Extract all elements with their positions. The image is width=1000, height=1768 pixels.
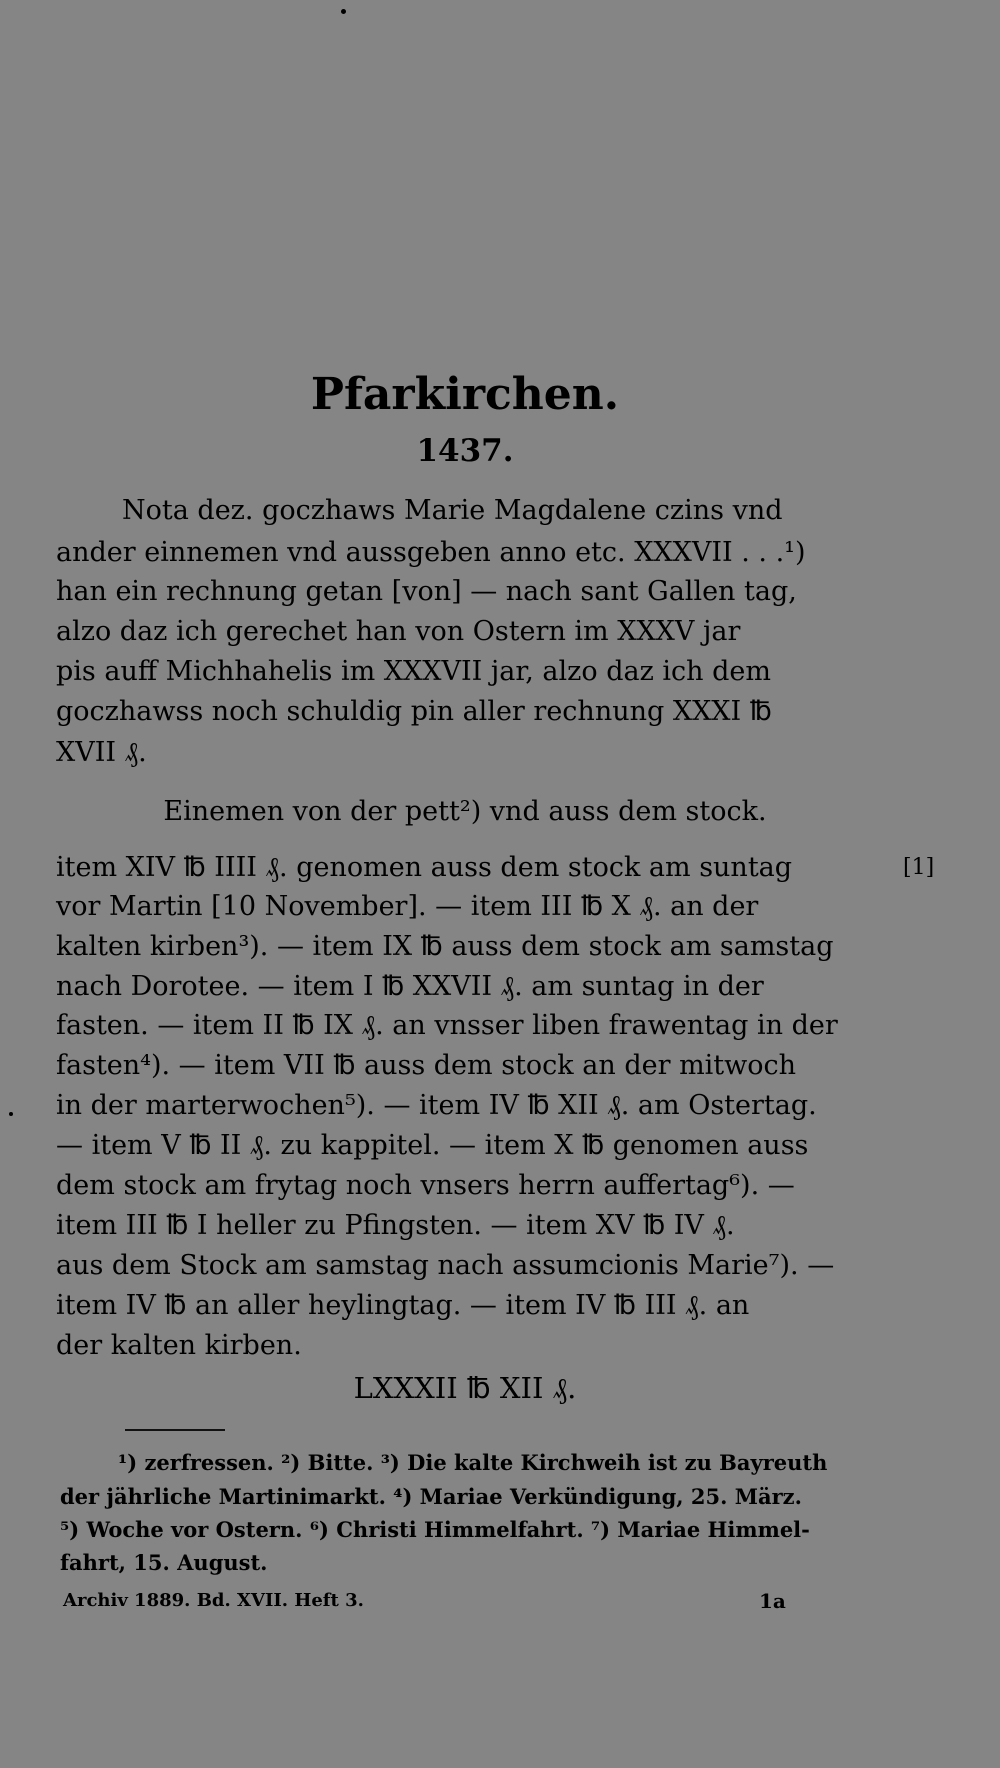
footnote-divider [125, 1429, 225, 1431]
intro-line: han ein rechnung getan [von] — nach sant Gallen tag, [56, 576, 797, 607]
sum-total: LXXXII ℔ XII ₰. [353, 1371, 577, 1405]
footnote-line: der jährliche Martinimarkt. ⁴) Mariae Verkündigung, 25. März. [60, 1484, 802, 1509]
body-line: kalten kirben³). — item IX ℔ auss dem stock am samstag [56, 931, 834, 962]
footnote-line: ¹) zerfressen. ²) Bitte. ³) Die kalte Kirchweih ist zu Bayreuth [118, 1450, 828, 1475]
footnote-line: ⁵) Woche vor Ostern. ⁶) Christi Himmelfahrt. ⁷) Mariae Himmel- [60, 1517, 810, 1542]
intro-line: XVII ₰. [56, 737, 147, 768]
intro-line: pis auff Michhahelis im XXXVII jar, alzo daz ich dem [56, 656, 772, 687]
body-line: nach Dorotee. — item I ℔ XXVII ₰. am suntag in der [56, 971, 764, 1002]
body-line: item III ℔ I heller zu Pfingsten. — item XV ℔ IV ₰. [56, 1210, 735, 1241]
margin-note: [1] [903, 855, 935, 880]
intro-line: alzo daz ich gerechet han von Ostern im XXXV jar [56, 616, 741, 647]
speck-mark [341, 9, 346, 14]
body-line: item IV ℔ an aller heylingtag. — item IV ℔ III ₰. an [56, 1290, 750, 1321]
page-title: Pfarkirchen. [310, 369, 620, 420]
footnote-line: fahrt, 15. August. [60, 1550, 268, 1575]
archive-reference: Archiv 1889. Bd. XVII. Heft 3. [63, 1590, 364, 1611]
intro-line: Nota dez. goczhaws Marie Magdalene czins vnd [122, 495, 783, 526]
body-line: dem stock am frytag noch vnsers herrn auffertag⁶). — [56, 1170, 795, 1201]
body-line: fasten⁴). — item VII ℔ auss dem stock an der mitwoch [56, 1050, 797, 1081]
body-line: aus dem Stock am samstag nach assumcionis Marie⁷). — [56, 1250, 835, 1281]
speck-mark [9, 1112, 13, 1116]
page-year: 1437. [416, 433, 514, 469]
signature-mark: 1a [759, 1589, 786, 1613]
body-line: der kalten kirben. [56, 1330, 302, 1361]
body-line: in der marterwochen⁵). — item IV ℔ XII ₰. am Ostertag. [56, 1090, 817, 1121]
body-line: vor Martin [10 November]. — item III ℔ X ₰. an der [56, 891, 759, 922]
intro-line: goczhawss noch schuldig pin aller rechnung XXXI ℔ [56, 696, 772, 727]
intro-line: ander einnemen vnd aussgeben anno etc. XXXVII . . .¹) [56, 537, 806, 568]
body-line: — item V ℔ II ₰. zu kappitel. — item X ℔ genomen auss [56, 1130, 809, 1161]
body-line: item XIV ℔ IIII ₰. genomen auss dem stock am suntag [56, 852, 793, 883]
section-heading: Einemen von der pett²) vnd auss dem stock. [163, 796, 767, 827]
body-line: fasten. — item II ℔ IX ₰. an vnsser liben frawentag in der [56, 1010, 838, 1041]
